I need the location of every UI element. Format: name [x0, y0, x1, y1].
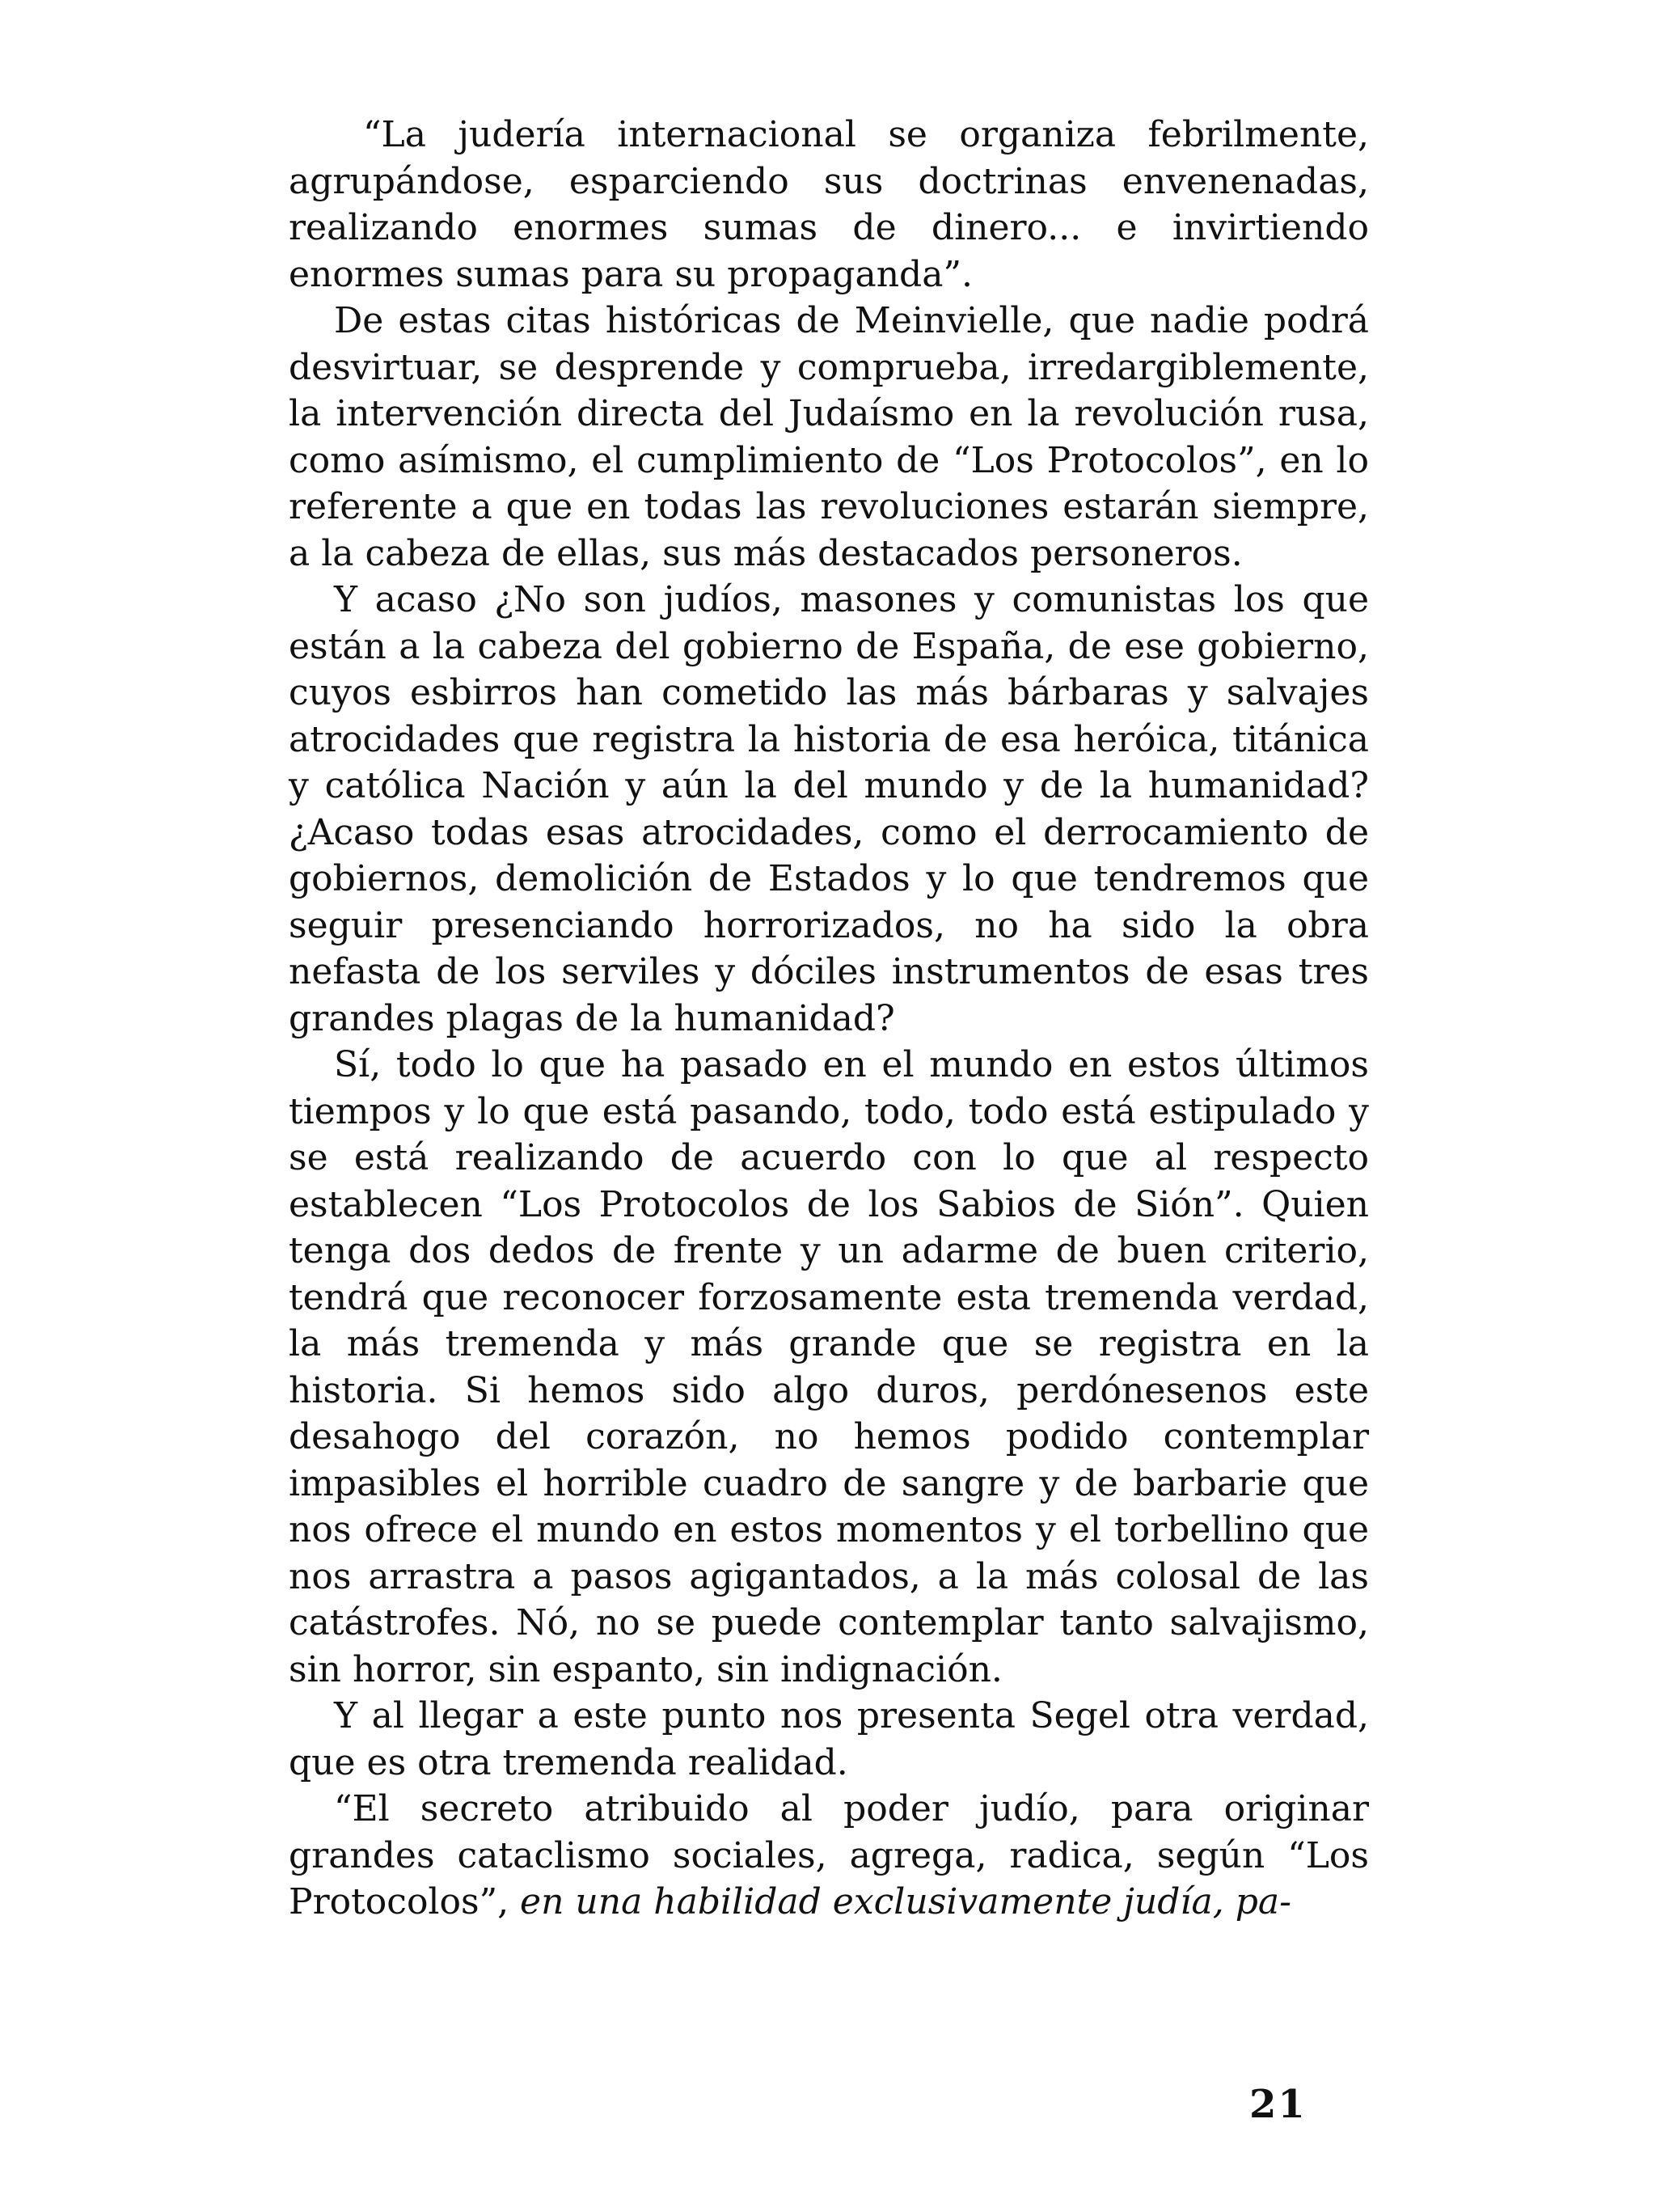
paragraph-6	[289, 1786, 1369, 1926]
paragraph-2: De estas citas históricas de Meinvielle, que nadie podrá desvirtuar, se desprende y comprueba, irredargiblemente, la intervención directa del Judaísmo en la revolución rusa, como asímismo, el cumplimiento de “Los Protocolos”, en lo referente a que en todas las revoluciones estarán siempre, a la cabeza de ellas, sus más destacados personeros.	[289, 300, 1369, 574]
page-number: 21	[1249, 2082, 1307, 2127]
paragraph-4: Sí, todo lo que ha pasado en el mundo en estos últimos tiempos y lo que está pasando, todo, todo está estipulado y se está realizando de acuerdo con lo que al respecto establecen “Los Protocolos de los Sabios de Sión”. Quien tenga dos dedos de frente y un adarme de buen criterio, tendrá que reconocer forzosamente esta tremenda verdad, la más tremenda y más grande que se registra en la historia. Si hemos sido algo duros, perdónesenos este desahogo del corazón, no hemos podido contemplar impasibles el horrible cuadro de sangre y de barbarie que nos ofrece el mundo en estos momentos y el torbellino que nos arrastra a pasos agigantados, a la más colosal de las catástrofes. Nó, no se puede contemplar tanto salvajismo, sin horror, sin espanto, sin indignación.	[289, 1044, 1369, 1690]
paragraph-3: Y acaso ¿No son judíos, masones y comunistas los que están a la cabeza del gobierno de España, de ese gobierno, cuyos esbirros han cometido las más bárbaras y salvajes atrocidades que registra la historia de esa heróica, titánica y católica Nación y aún la del mundo y de la humanidad? ¿Acaso todas esas atrocidades, como el derrocamiento de gobiernos, demolición de Estados y lo que tendremos que seguir presenciando horrorizados, no ha sido la obra nefasta de los serviles y dóciles instrumentos de esas tres grandes plagas de la humanidad?	[289, 579, 1369, 1039]
paragraph-6-italic-text: en una habilidad exclusivamente judía, pa-	[520, 1881, 1291, 1922]
page-body	[289, 112, 1369, 1926]
paragraph-5: Y al llegar a este punto nos presenta Segel otra verdad, que es otra tremenda realidad.	[289, 1695, 1369, 1783]
paragraph-1: “La judería internacional se organiza febrilmente, agrupándose, esparciendo sus doctrinas envenenadas, realizando enormes sumas de dinero... e invirtiendo enormes sumas para su propaganda”.	[289, 114, 1369, 295]
paragraph-6-roman-text: “El secreto atribuido al poder judío, para originar grandes cataclismo sociales, agrega, radica, según “Los Protocolos”,	[289, 1788, 1369, 1922]
